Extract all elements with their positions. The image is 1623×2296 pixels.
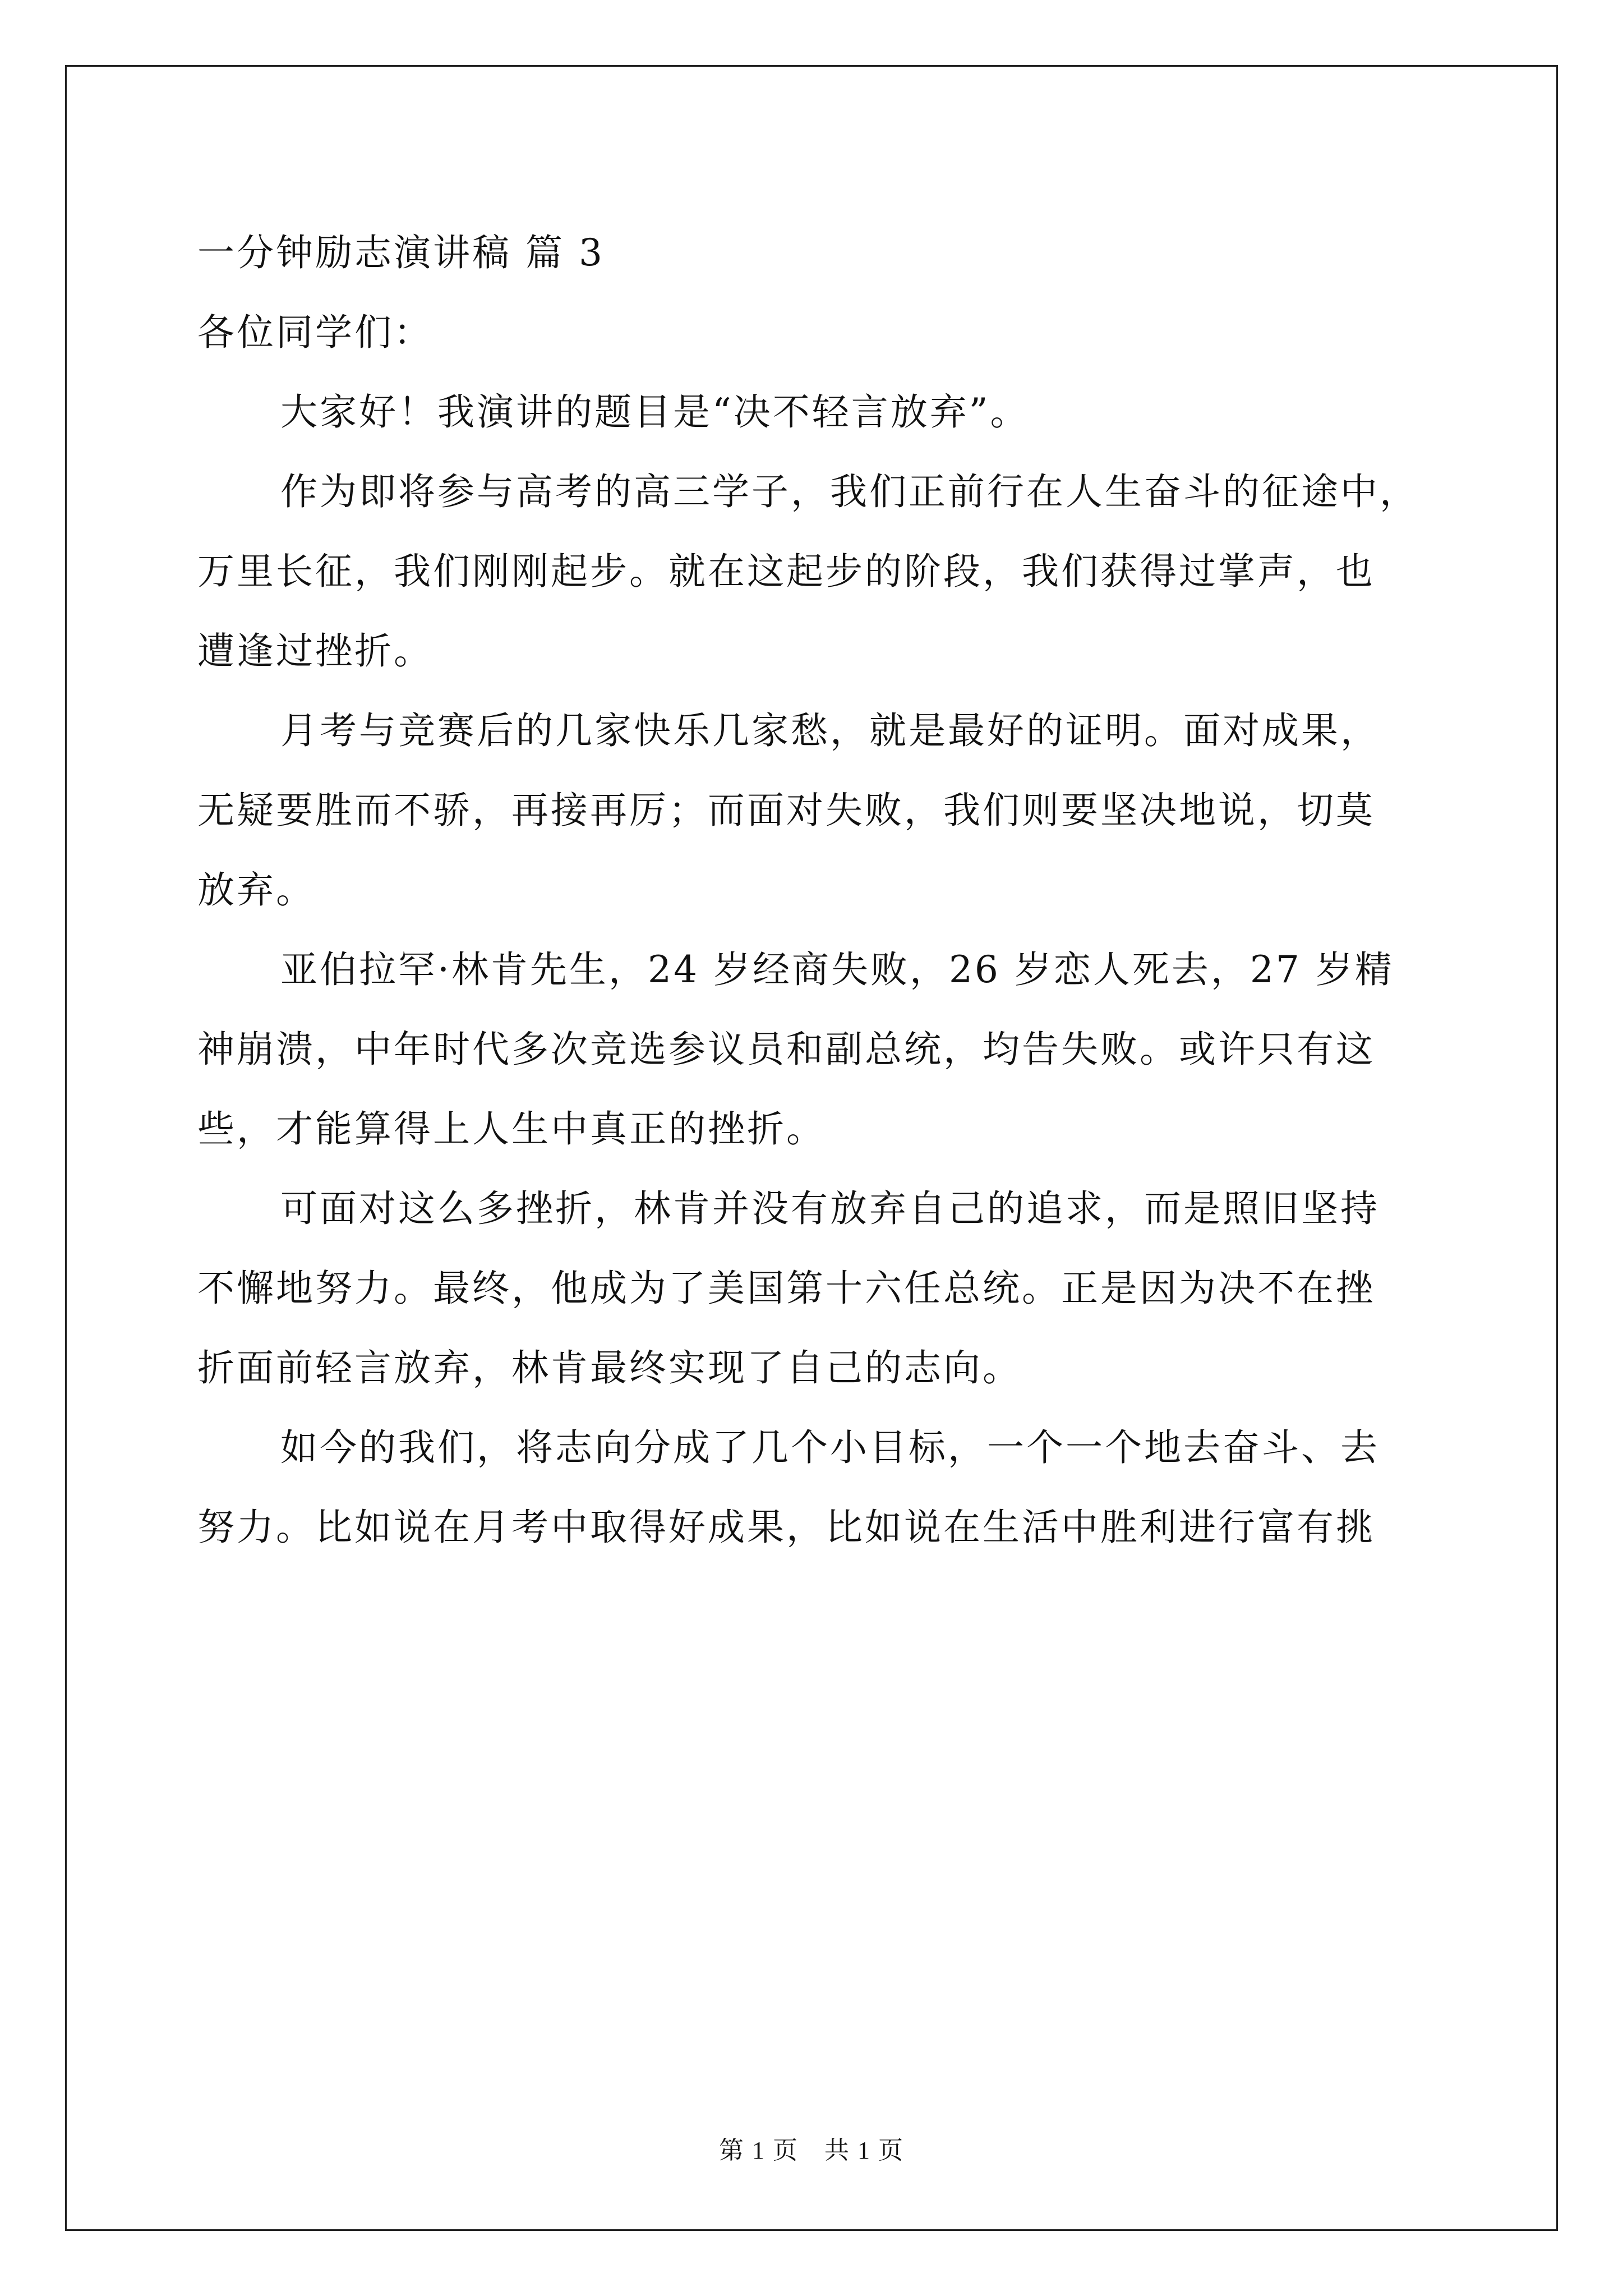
paragraph-line: 不懈地努力。最终，他成为了美国第十六任总统。正是因为决不在挫 xyxy=(197,1267,1375,1310)
paragraph-line: 如今的我们，将志向分成了几个小目标，一个一个地去奋斗、去 xyxy=(280,1426,1380,1469)
paragraph-line: 放弃。 xyxy=(197,868,315,912)
paragraph-line: 作为即将参与高考的高三学子，我们正前行在人生奋斗的征途中， xyxy=(280,470,1419,513)
paragraph-line: 可面对这么多挫折，林肯并没有放弃自己的追求，而是照旧坚持 xyxy=(280,1187,1380,1230)
paragraph-line: 神崩溃，中年时代多次竞选参议员和副总统，均告失败。或许只有这 xyxy=(197,1028,1375,1071)
paragraph-line: 万里长征，我们刚刚起步。就在这起步的阶段，我们获得过掌声，也 xyxy=(197,550,1375,593)
paragraph-line: 遭逢过挫折。 xyxy=(197,629,433,673)
paragraph-line: 无疑要胜而不骄，再接再厉；而面对失败，我们则要坚决地说，切莫 xyxy=(197,789,1375,832)
document-body xyxy=(197,213,1436,1567)
paragraph-line: 亚伯拉罕·林肯先生，24 岁经商失败，26 岁恋人死去，27 岁精 xyxy=(280,948,1394,991)
paragraph-line: 大家好！我演讲的题目是“决不轻言放弃”。 xyxy=(280,390,1030,434)
salutation: 各位同学们： xyxy=(197,311,433,354)
paragraph-line: 些，才能算得上人生中真正的挫折。 xyxy=(197,1107,826,1151)
paragraph-line: 折面前轻言放弃，林肯最终实现了自己的志向。 xyxy=(197,1346,1022,1389)
paragraph-line: 努力。比如说在月考中取得好成果，比如说在生活中胜利进行富有挑 xyxy=(197,1506,1375,1549)
paragraph-line: 月考与竞赛后的几家快乐几家愁，就是最好的证明。面对成果， xyxy=(280,709,1380,752)
document-title: 一分钟励志演讲稿 篇 3 xyxy=(197,231,605,274)
page-footer: 第 1 页 共 1 页 xyxy=(719,2137,904,2164)
